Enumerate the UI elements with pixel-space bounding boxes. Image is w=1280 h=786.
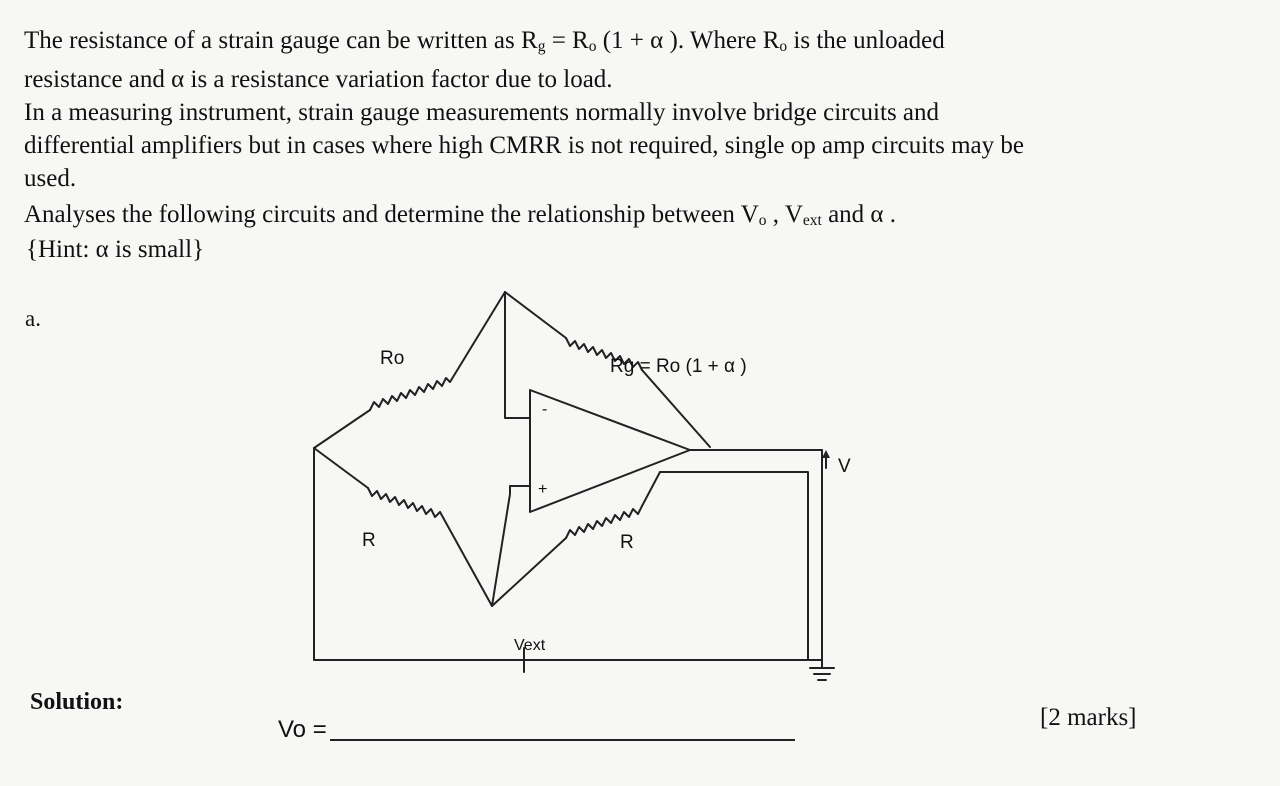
resistor-r-left: [368, 488, 440, 517]
wire-vext-stub: [492, 494, 510, 606]
wire-ro-top: [450, 292, 505, 382]
r-right-label: R: [620, 532, 634, 553]
op-amp-minus: -: [542, 401, 548, 418]
ro-label: Ro: [380, 348, 405, 369]
marks-label: [2 marks]: [1040, 704, 1137, 731]
wire-r-right-end: [642, 472, 660, 506]
solution-label: Solution:: [30, 689, 124, 715]
part-label: a.: [25, 306, 41, 331]
wire-left-r-start: [314, 448, 368, 488]
question-line-5: used.: [24, 165, 77, 192]
wire-bottom-node: [492, 538, 566, 606]
resistor-ro: [370, 378, 450, 410]
wire-feedback: [505, 292, 530, 418]
question-line-3: In a measuring instrument, strain gauge measurements normally involve bridge circuits and: [24, 99, 940, 126]
wire-top-node: [505, 292, 566, 338]
wire-left-top: [314, 410, 370, 448]
op-amp-triangle: [530, 390, 690, 512]
wire-left-r-end: [440, 512, 492, 606]
question-line-1: The resistance of a strain gauge can be written as $R_g = R_o$ (1 + α ). Where $R_o$ is the unloaded: [24, 27, 945, 56]
v-arrow-head: [822, 450, 830, 458]
hint-text: {Hint: α is small}: [26, 236, 205, 263]
wire-bottom-left: [314, 448, 822, 660]
question-line-4: differential amplifiers but in cases where high CMRR is not required, single op amp circuits may be: [24, 132, 1024, 159]
v-label: V: [838, 456, 851, 477]
question-line-2: resistance and α is a resistance variation factor due to load.: [24, 66, 613, 94]
r-left-label: R: [362, 530, 376, 551]
vext-label: Vext: [514, 637, 546, 654]
question-paragraph-3: Analyses the following circuits and determine the relationship between $V_o$ , $V_{ext}$ and α .: [24, 201, 897, 230]
answer-line[interactable]: [330, 739, 795, 741]
op-amp-plus: +: [538, 481, 548, 498]
wire-output-lower: [660, 472, 808, 660]
vo-answer-label: Vo =: [278, 716, 327, 743]
rg-label: Rg = Ro (1 + α ): [610, 356, 747, 377]
